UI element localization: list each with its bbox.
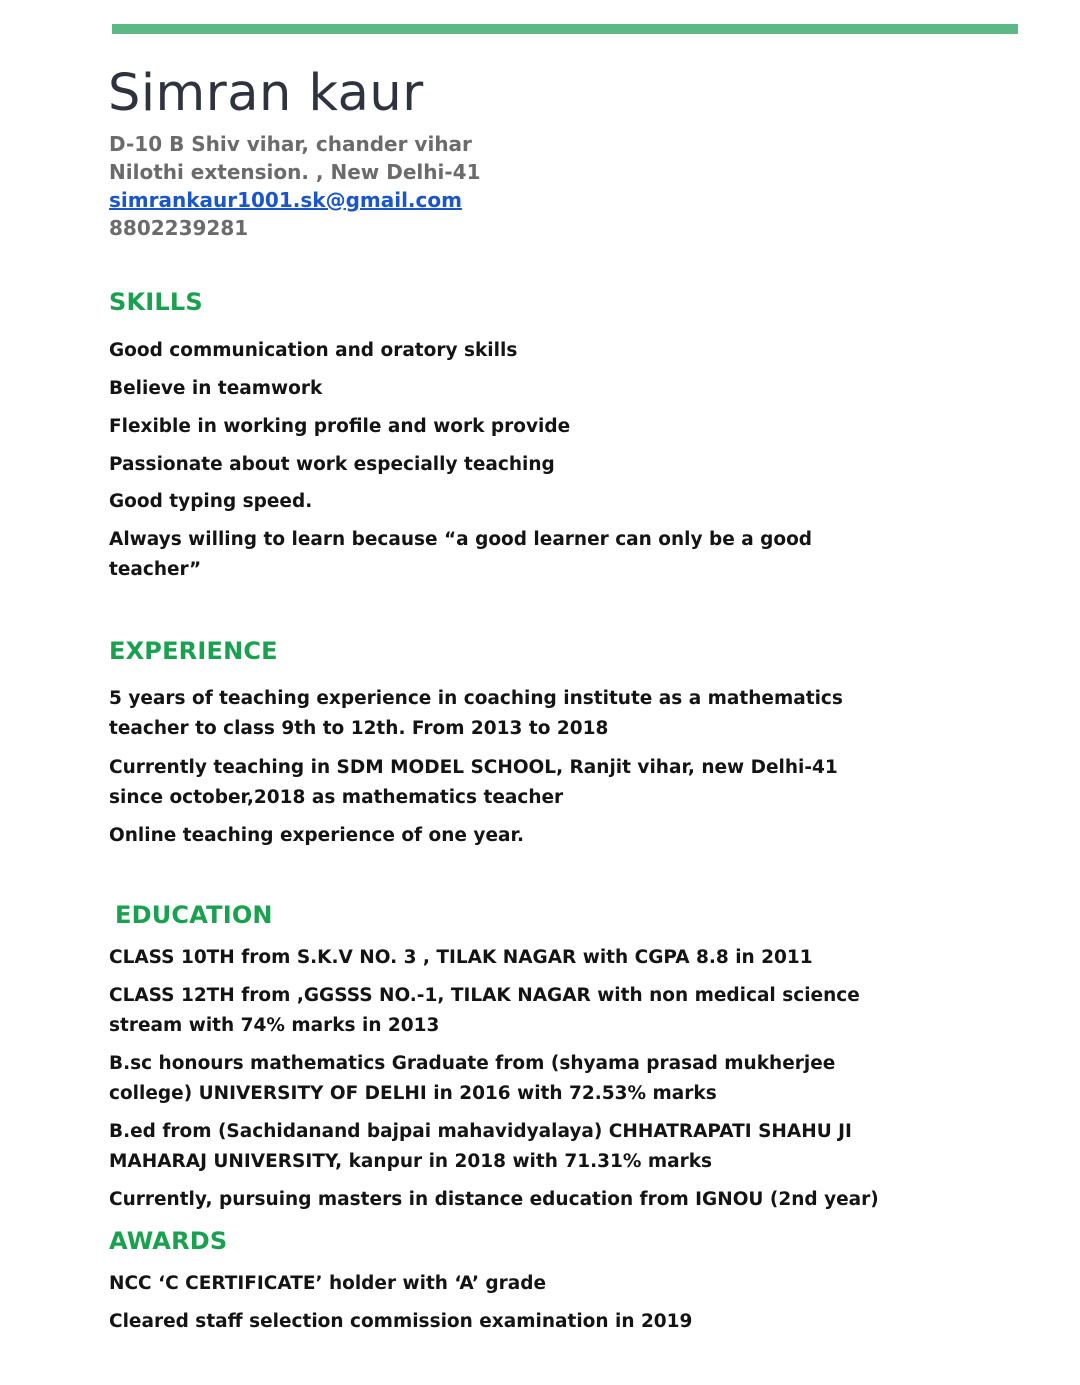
- education-item-continued: MAHARAJ UNIVERSITY, kanpur in 2018 with 71.31% marks: [109, 1151, 713, 1172]
- education-item: B.sc honours mathematics Graduate from (shyama prasad mukherjee: [109, 1053, 836, 1074]
- education-item-continued: college) UNIVERSITY OF DELHI in 2016 with 72.53% marks: [109, 1083, 717, 1104]
- address-line-1: D-10 B Shiv vihar, chander vihar: [109, 132, 472, 156]
- skill-item: Always willing to learn because “a good learner can only be a good: [109, 529, 813, 550]
- candidate-name: Simran kaur: [108, 64, 424, 123]
- education-item-continued: stream with 74% marks in 2013: [109, 1015, 440, 1036]
- experience-item-continued: since october,2018 as mathematics teacher: [109, 787, 564, 808]
- experience-item: 5 years of teaching experience in coaching institute as a mathematics: [109, 688, 843, 709]
- education-item: B.ed from (Sachidanand bajpai mahavidyalaya) CHHATRAPATI SHAHU JI: [109, 1121, 852, 1142]
- skill-item: Good typing speed.: [109, 491, 313, 512]
- header-accent-bar: [112, 24, 1018, 34]
- award-item: Cleared staff selection commission examination in 2019: [109, 1311, 693, 1332]
- address-line-2: Nilothi extension. , New Delhi-41: [109, 160, 481, 184]
- education-heading: EDUCATION: [115, 901, 273, 929]
- awards-heading: AWARDS: [109, 1227, 228, 1255]
- award-item: NCC ‘C CERTIFICATE’ holder with ‘A’ grade: [109, 1273, 547, 1294]
- skill-item: Good communication and oratory skills: [109, 340, 518, 361]
- experience-item: Currently teaching in SDM MODEL SCHOOL, Ranjit vihar, new Delhi-41: [109, 757, 838, 778]
- experience-heading: EXPERIENCE: [109, 637, 278, 665]
- skill-item: Passionate about work especially teaching: [109, 454, 555, 475]
- contact-block: [109, 130, 480, 242]
- skills-heading: SKILLS: [109, 288, 203, 316]
- experience-item-continued: teacher to class 9th to 12th. From 2013 to 2018: [109, 718, 609, 739]
- education-item: Currently, pursuing masters in distance education from IGNOU (2nd year): [109, 1189, 879, 1210]
- skill-item: Believe in teamwork: [109, 378, 323, 399]
- education-item: CLASS 10TH from S.K.V NO. 3 , TILAK NAGAR with CGPA 8.8 in 2011: [109, 947, 813, 968]
- skill-item: Flexible in working profile and work provide: [109, 416, 571, 437]
- skill-item-continued: teacher”: [109, 559, 202, 580]
- phone-number: 8802239281: [109, 216, 249, 240]
- experience-item: Online teaching experience of one year.: [109, 825, 525, 846]
- education-item: CLASS 12TH from ,GGSSS NO.-1, TILAK NAGAR with non medical science: [109, 985, 860, 1006]
- email-link[interactable]: simrankaur1001.sk@gmail.com: [109, 188, 462, 212]
